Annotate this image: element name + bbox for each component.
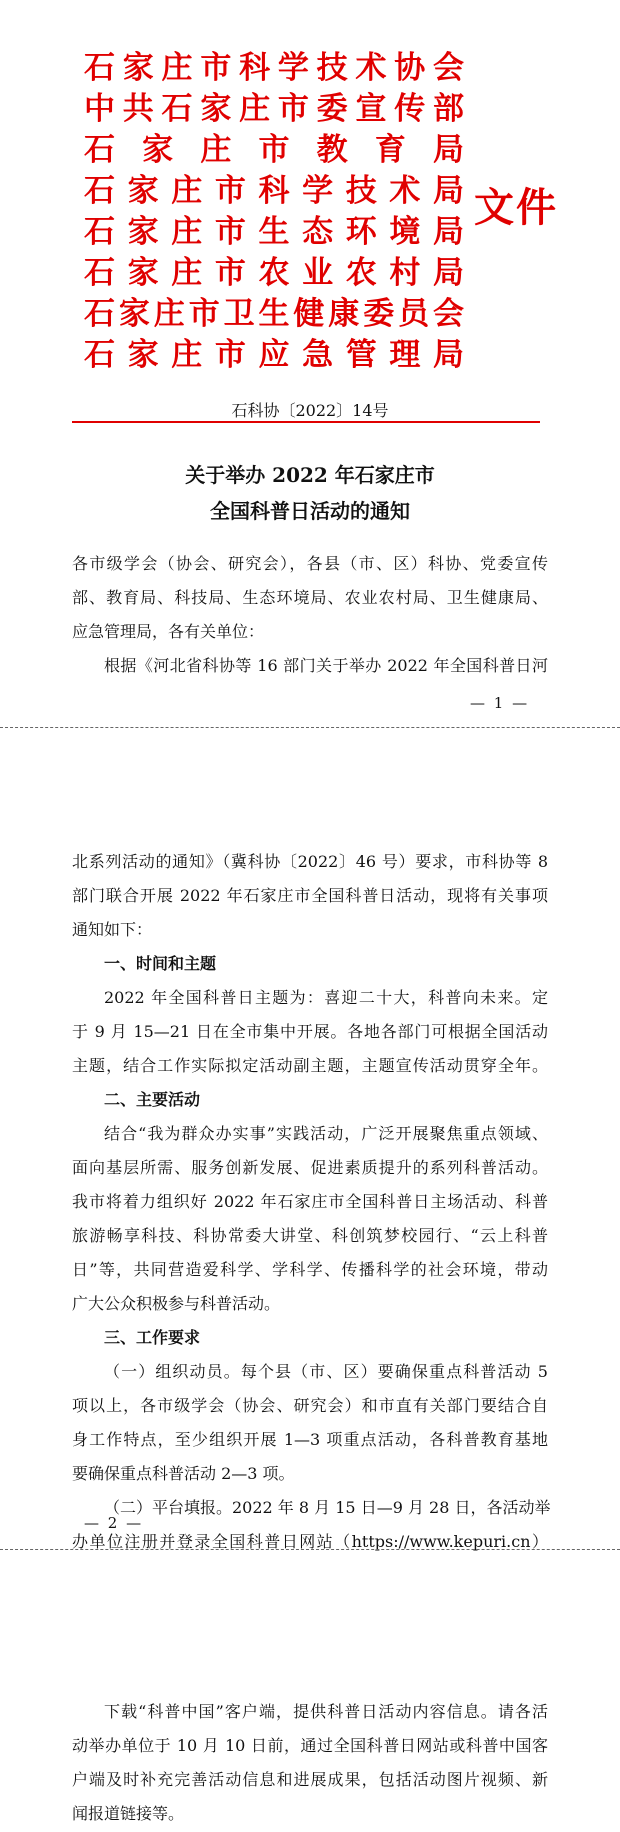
document-type-label: 文件 bbox=[474, 184, 558, 231]
org-name: 石家庄市生态环境局 bbox=[84, 214, 464, 250]
body-line: 广大公众积极参与科普活动。 bbox=[72, 1294, 281, 1313]
body-line: 于 9 月 15—21 日在全市集中开展。各地各部门可根据全国活动 bbox=[72, 1022, 548, 1041]
body-line: 通知如下： bbox=[72, 920, 153, 939]
body-line: 日”等，共同营造爱科学、学科学、传播科学的社会环境，带动 bbox=[72, 1260, 548, 1279]
body-line: 项以上，各市级学会（协会、研究会）和市直有关部门要结合自 bbox=[72, 1396, 548, 1415]
body-line: 2022 年全国科普日主题为：喜迎二十大，科普向未来。定 bbox=[104, 988, 548, 1007]
document-title bbox=[0, 457, 620, 529]
org-name: 石家庄市教育局 bbox=[84, 132, 464, 168]
body-line: 身工作特点，至少组织开展 1—3 项重点活动，各科普教育基地 bbox=[72, 1430, 548, 1449]
body-line: （二）平台填报。2022 年 8 月 15 日—9 月 28 日，各活动举 bbox=[104, 1498, 551, 1517]
issuing-organizations bbox=[84, 48, 464, 376]
body-line: 下载“科普中国”客户端，提供科普日活动内容信息。请各活 bbox=[104, 1702, 548, 1721]
org-name: 石家庄市卫生健康委员会 bbox=[84, 296, 464, 332]
red-divider-line bbox=[72, 421, 540, 423]
body-line: 办单位注册并登录全国科普日网站（https://www.kepuri.cn） bbox=[72, 1532, 548, 1551]
body-line: 闻报道链接等。 bbox=[72, 1804, 185, 1823]
page-separator bbox=[0, 1549, 620, 1550]
body-line: 面向基层所需、服务创新发展、促进素质提升的系列科普活动。 bbox=[72, 1158, 548, 1177]
body-line: （一）组织动员。每个县（市、区）要确保重点科普活动 5 bbox=[104, 1362, 548, 1381]
body-line: 北系列活动的通知》（冀科协〔2022〕46 号）要求，市科协等 8 bbox=[72, 852, 548, 871]
document-page-1 bbox=[0, 0, 620, 727]
page-separator bbox=[0, 727, 620, 728]
page-number: — 1 — bbox=[470, 694, 530, 712]
page-3-body bbox=[72, 1695, 548, 1831]
section-heading: 二、主要活动 bbox=[104, 1090, 201, 1109]
section-heading: 三、工作要求 bbox=[104, 1328, 201, 1347]
body-line: 户端及时补充完善活动信息和进展成果，包括活动图片视频、新 bbox=[72, 1770, 548, 1789]
org-name: 中共石家庄市委宣传部 bbox=[84, 91, 464, 127]
body-line: 旅游畅享科技、科协常委大讲堂、科创筑梦校园行、“云上科普 bbox=[72, 1226, 548, 1245]
section-heading: 一、时间和主题 bbox=[104, 954, 217, 973]
body-line: 要确保重点科普活动 2—3 项。 bbox=[72, 1464, 295, 1483]
page-2-body bbox=[72, 845, 551, 1559]
body-line: 根据《河北省科协等 16 部门关于举办 2022 年全国科普日河 bbox=[104, 656, 548, 675]
body-line: 应急管理局，各有关单位： bbox=[72, 622, 265, 641]
title-line: 全国科普日活动的通知 bbox=[210, 499, 410, 523]
document-page-3 bbox=[0, 1551, 620, 1832]
page-1-body bbox=[72, 547, 548, 683]
org-name: 石家庄市应急管理局 bbox=[84, 337, 464, 373]
org-name: 石家庄市科学技术协会 bbox=[84, 50, 464, 86]
body-line: 动举办单位于 10 月 10 日前，通过全国科普日网站或科普中国客 bbox=[72, 1736, 548, 1755]
document-page-2 bbox=[0, 729, 620, 1549]
document-number: 石科协〔2022〕14号 bbox=[231, 401, 389, 420]
body-line: 各市级学会（协会、研究会），各县（市、区）科协、党委宣传 bbox=[72, 554, 548, 573]
title-line: 关于举办 2022 年石家庄市 bbox=[185, 463, 435, 487]
org-name: 石家庄市农业农村局 bbox=[84, 255, 464, 291]
body-line: 结合“我为群众办实事”实践活动，广泛开展聚焦重点领域、 bbox=[104, 1124, 548, 1143]
body-line: 部、教育局、科技局、生态环境局、农业农村局、卫生健康局、 bbox=[72, 588, 548, 607]
body-line: 部门联合开展 2022 年石家庄市全国科普日活动，现将有关事项 bbox=[72, 886, 548, 905]
org-name: 石家庄市科学技术局 bbox=[84, 173, 464, 209]
body-line: 我市将着力组织好 2022 年石家庄市全国科普日主场活动、科普 bbox=[72, 1192, 548, 1211]
page-number: — 2 — bbox=[84, 1514, 144, 1532]
body-line: 主题，结合工作实际拟定活动副主题，主题宣传活动贯穿全年。 bbox=[72, 1056, 548, 1075]
